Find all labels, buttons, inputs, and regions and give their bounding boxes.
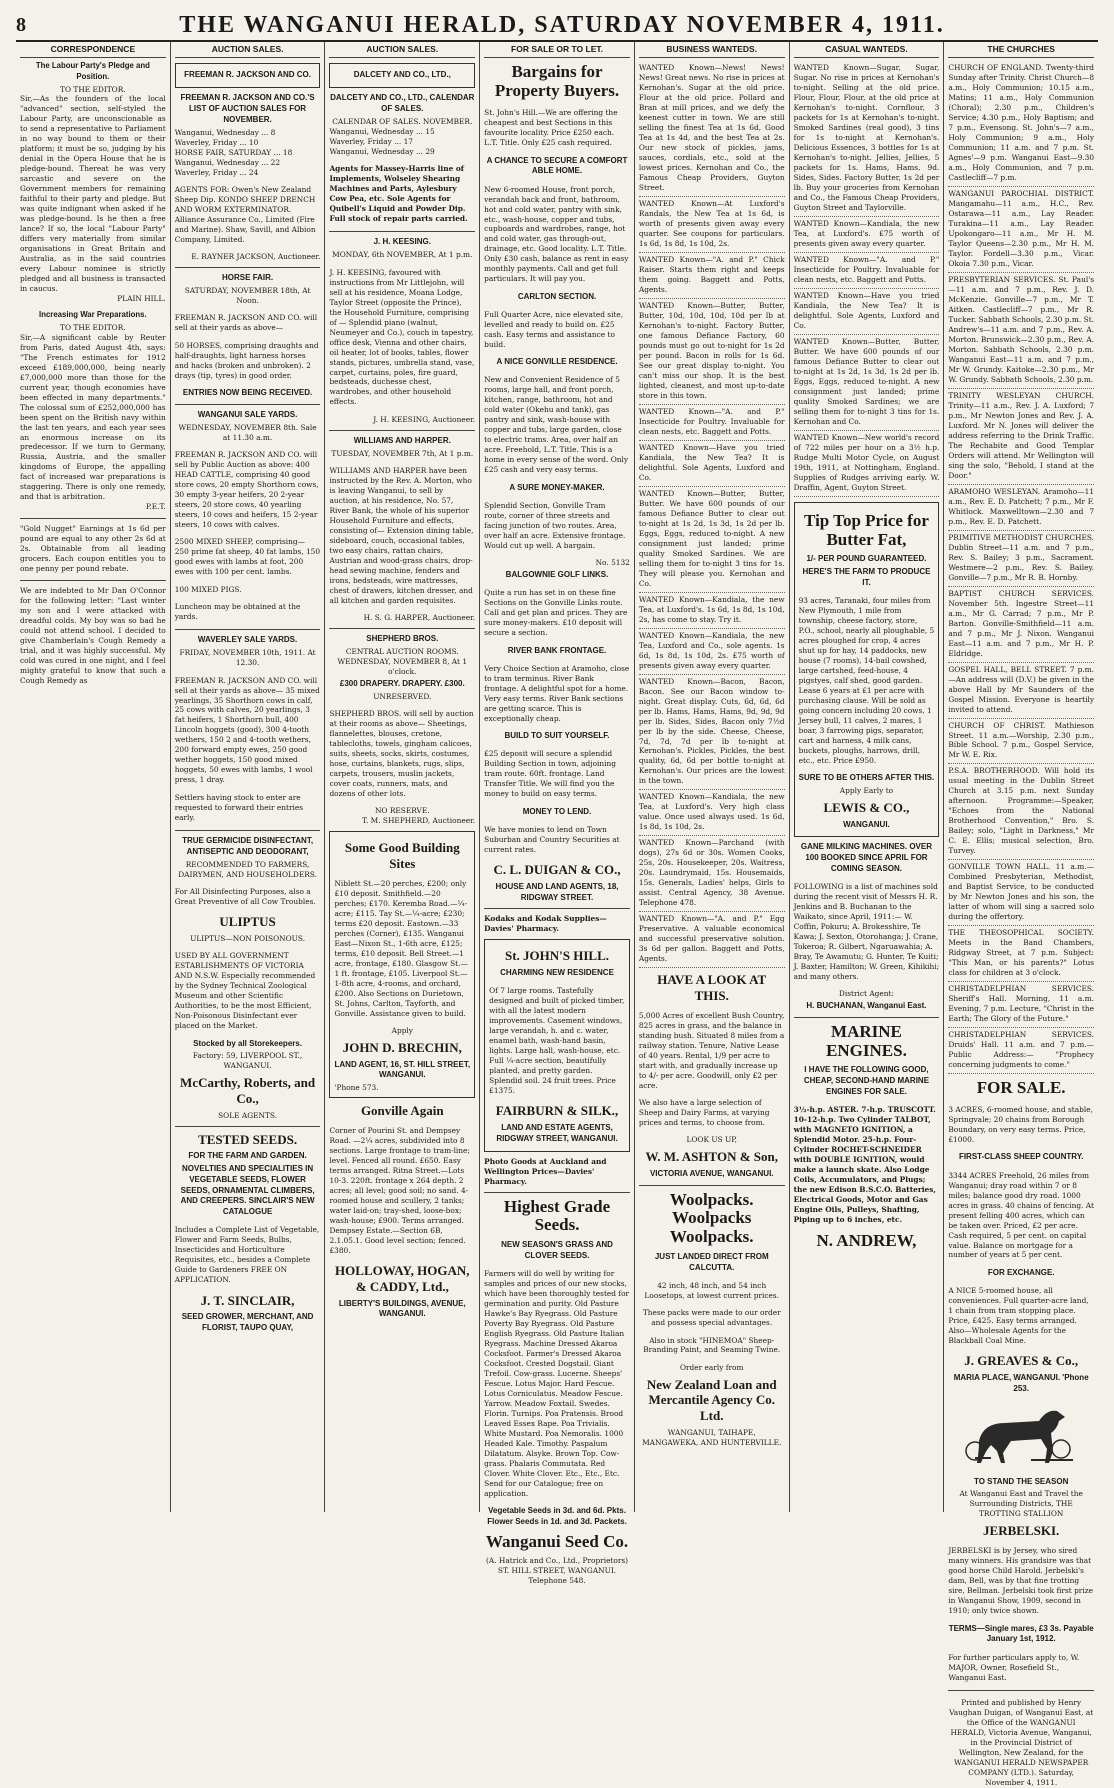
body: Includes a Complete List of Vegetable, Flower and Farm Seeds, Bulbs, Insecticides and Horticulture Requisites, etc., besides a Complete Guide to Gardeners FREE ON APPLICATION. [174, 1225, 320, 1285]
mccarthy-name: McCarthy, Roberts, and Co., [180, 1075, 316, 1106]
column-heading: BUSINESS WANTEDS. [639, 44, 785, 58]
stand-sub: At Wanganui East and Travel the Surrounding Districts, THE TROTTING STALLION [959, 1489, 1083, 1519]
body: 5,000 Acres of excellent Bush Country, 825 acres in grass, and the balance in standing bush. Situated 8 miles from a railway station. Tenure, Native Lease of 40 years. Rental, 1/9 per acre to start with, and gradually increase up to 4/- per acre. Goodwill, only £2 per acre. [638, 1010, 785, 1090]
duigan-name: C. L. DUIGAN & CO., [493, 862, 621, 878]
rooms-line: CENTRAL AUCTION ROOMS. [345, 646, 459, 656]
unreserved-line: UNRESERVED. [373, 691, 432, 701]
gonville-title: Gonville Again [360, 1103, 444, 1119]
body: JERBELSKI is by Jersey, who sired many winners. His grandsire was that good horse Child Harold. Jerbelski's dam, Bell, was by that fine trotting sire, Bellman. Jerbelski took first prize in Wanganui Show, 1909, second in 1910; only twice shown. [948, 1546, 1093, 1616]
masthead [16, 10, 1098, 42]
lookup-line: LOOK US UP, [686, 1135, 738, 1145]
body: New and Convenient Residence of 5 rooms, large hall, and front porch, kitchen, range, bathroom, hot and cold water (Okehu and tank), gas pantry and sink, wash-house with copper and tubs, large garden, close to electric trams. Area, over half an acre. Freehold, L.T. Title. This is a home in every sense of the word. Only £25 cash and very easy terms. [484, 375, 629, 475]
terms-line: TERMS—Single mares, £3 3s. Payable January 1st, 1912. [948, 1623, 1094, 1644]
wanted-ad: WANTED Known—Parchand (with dogs), 27s 6d or 30s. Women Cooks, 25s, 20s. Housekeeper, 20s. Waitress, 20s. Laundrymaid, 15s. Housemaids, 15s. Generals, Ladies' helps, Girls to assist. Central Agency, 38 Avenue. Telephone 478. [639, 836, 785, 912]
body: £25 deposit will secure a splendid Building Section in town, adjoining tram route. 60ft. frontage. Land Transfer Title. We will find you the money to build on easy terms. [484, 749, 617, 799]
agents-text: AGENTS FOR: Owen's New Zealand Sheep Dip. KONDO SHEEP DRENCH AND WORM EXTERMINATOR. Alliance Assurance Co., Limited (Fire and Marine). Shaw, Savill, and Albion Company, Limited. [174, 184, 316, 244]
body: WILLIAMS AND HARPER have been instructed by the Rev. A. Morton, who is leaving Wanganui, to sell by auction, at his residence, No. 57, River Bank, the whole of his superior Household Furniture and effects, consisting of— Extension dining table, sideboard, couch, occasional tables, two easy chairs, rattan chairs, Austrian and wood-grass chairs, drop-head sewing machine, fenders and irons, bedsteads, wire mattresses, chest of drawers, kitchen dresser, and all kitchen and garden requisites. [329, 465, 474, 605]
article-title: The Labour Party's Pledge and Position. [35, 61, 150, 81]
divider [175, 267, 321, 268]
church-notice: CHRISTADELPHIAN SERVICES. Sheriff's Hall. Morning, 11 a.m. Evening, 7 p.m. Lecture, "Christ in the Earth; The Glory of the Future." [948, 982, 1094, 1028]
sales-list [175, 128, 321, 178]
body: Farmers will do well by writing for samples and prices of our new stocks, which have been thoroughly tested for germination and purity. Old Pasture Hawke's Bay Ryegrass. Old Pasture Poverty Bay Ryegrass. Old Pasture English Ryegrass. Old Pasture Italian Ryegrass. Machine Dressed Akaroa Cocksfoot. Farmer's Dressed Akaroa Cocksfoot. Crested Dogstail. Giant Trefoil. Cow-grass. Lucerne. Sheeps' Fescue. Lotus Major. Hard Fescue. Lotus Corniculatus. Meadow Fescue. Yarrow. Meadow Foxtail. Swedes. Florin. Turnips. Poa Pratensis. Brood Leaved Essex Rape. Poa Trivialis. White Mustard. Poa Nemoralis. 1000 Headed Kale. Timothy. Paspalum Dilatatum. Alsyke. Brown Top. Cow-grass. Phalaris Commutata. Red Clover. White Clover. Etc., Etc., Etc. Send for our Catalogue; free on application. [484, 1268, 630, 1498]
body: 93 acres, Taranaki, four miles from New Plymouth, 1 mile from township, cheese factory, store, P.O., school, nearly all ploughable, 5 acres ploughed for crop, 4 acres shut up for hay, 14 paddocks, new house (7 rooms), 14-bail cowshed, large cartshed, feed-house, 4 pigstyes, calf shed, good garden. Lease 6 years at £1 per acre with purchasing clause. Will be sold as going concern including 20 cows, 1 Jersey bull, 11 calves, 2 mares, 1 boar, 3 farrowing pigs, separator, cart and harness, 4 milk cans, buckets, ploughs, harrows, drill, etc., etc. Price £950. [798, 596, 935, 765]
divider [20, 580, 166, 581]
column-heading: CORRESPONDENCE [20, 44, 166, 58]
section-title: SHEPHERD BROS. [366, 634, 439, 644]
tiptop-ad [794, 502, 940, 837]
forsale-title: FOR SALE. [976, 1078, 1066, 1098]
section-title: BUILD TO SUIT YOURSELF. [504, 731, 610, 741]
divider [639, 1185, 785, 1186]
column-business-wanteds [635, 42, 790, 1512]
brechin-sub: LAND AGENT, 16, ST. HILL STREET, WANGANUI. [334, 1059, 471, 1080]
wanted-ad: WANTED Known—"A. and P." Egg Preservative. A valuable economical and successful preservative solution. 3s 6d per gallon. Baggett and Potts, Agents. [639, 912, 785, 968]
letter-labour-party [20, 61, 166, 304]
divider [329, 628, 475, 629]
page-columns [16, 42, 1098, 1788]
body: 50 HORSES, comprising draughts and half-draughts, light harness horses and hacks (broken and unbroken). 2 drays (tip, tyres) in good order. [174, 340, 319, 380]
body: Settlers having stock to enter are requested to forward their entries early. [174, 792, 304, 822]
phone-line: 'Phone 573. [334, 1083, 379, 1093]
date-line: SATURDAY, NOVEMBER 18th, At Noon. [184, 286, 311, 306]
to-editor: TO THE EDITOR. [60, 84, 126, 94]
divider [484, 908, 630, 909]
calendar-sub: CALENDAR OF SALES. NOVEMBER. [332, 116, 473, 126]
nzloan-sub: WANGANUI, TAIHAPE, MANGAWEKA, AND HUNTERVILLE. [642, 1427, 782, 1447]
divider [175, 1126, 321, 1127]
column-heading: CASUAL WANTEDS. [794, 44, 940, 58]
st-johns-ad [484, 939, 630, 1151]
signature: E. RAYNER JACKSON, Auctioneer. [191, 252, 321, 262]
column-heading: AUCTION SALES. [175, 44, 321, 58]
horse-illustration [961, 1401, 1081, 1471]
ad-sub: FOR THE FARM AND GARDEN. [188, 1151, 307, 1161]
seedco-name: Wanganui Seed Co. [485, 1531, 629, 1551]
church-notice: CHRISTADELPHIAN SERVICES. Druids' Hall. 11 a.m. and 7 p.m.—Public Address:— "Prophecy concerning judgments to come." [948, 1028, 1094, 1074]
divider [175, 830, 321, 831]
body: Very Choice Section at Aramoho, close to tram terminus. River Bank frontage. A delightful spot for a home. Very easy terms. River Bank sections are getting scarce. This is exceptionally cheap. [484, 663, 630, 723]
seeds-sub: NEW SEASON'S GRASS AND CLOVER SEEDS. [501, 1239, 613, 1260]
wanted-ad: WANTED Known—Butter, Butter, Butter. We have 600 pounds of our famous Defiance Butter to clear out to-night at 1s 2d, 1s 3d, 1s 2d per lb. Eggs, Eggs, reduced to-night. A new consignment just landed; prime quality Smoked Sardines. We are selling them for to-night 3 tins for 1s. They will please you. Kernohan and Co. [639, 487, 785, 593]
body: SHEPHERD BROS. will sell by auction at their rooms as above— Sheetings, flannelettes, blouses, cretone, tablecloths, towels, gingham calicoes, suits, sheets, socks, skirts, costumes, hose, curtains, blankets, rugs, slips, carpets, trousers, muslin jackets, cover coats, runners, mats, and dozens of other lots. [329, 709, 474, 798]
column-heading: THE CHURCHES [948, 44, 1094, 58]
lewis-name: LEWIS & CO., [823, 799, 910, 815]
gold-nugget-notice [20, 524, 166, 574]
notice: ENTRIES NOW BEING RECEIVED. [182, 388, 313, 398]
body: Full Quarter Acre, nice elevated site, levelled and ready to build on. £25 cash. Easy terms and assistance to build. [484, 309, 624, 349]
ad-sub: SURE TO BE OTHERS AFTER THIS. [798, 773, 935, 783]
signature: T. M. SHEPHERD, Auctioneer. [362, 816, 476, 826]
veg-line: Vegetable Seeds in 3d. and 6d. Pkts. Flower Seeds in 1d. and 3d. Packets. [487, 1505, 627, 1526]
stand-title: TO STAND THE SEASON [973, 1476, 1069, 1486]
uliptus-title: ULIPTUS [219, 914, 276, 930]
wanted-ad: WANTED Known—Kandiala, the new Tea, at Luxford's. Very high class value. Once used always used. 1s 6d, 1s 8d, 1s 10d, 2s. [639, 790, 785, 836]
buchanan-line: H. BUCHANAN, Wanganui East. [806, 1001, 927, 1011]
church-notice: CHURCH OF CHRIST. Mathieson Street. 11 a.m.—Worship, 2.30 p.m., Bible School. 7 p.m., Gospel Service, Mr W. E. Rix. [948, 719, 1094, 765]
signature: PLAIN HILL. [117, 294, 166, 304]
church-notice: GOSPEL HALL, BELL STREET. 7 p.m.—An address will (D.V.) be given in the above Hall by Mr Saunders of the Gospel Mission. Everyone is heartily invited to attend. [948, 663, 1094, 719]
date-line: FRIDAY, NOVEMBER 10th, 1911. At 12.30. [179, 648, 316, 668]
box-title: FREEMAN R. JACKSON AND CO. [184, 70, 311, 80]
church-notice: P.S.A. BROTHERHOOD. Will hold its usual meeting in the Dublin Street Church at 3.15 p.m. next Sunday afternoon. Programme:—Speaker, "Echoes from the National Brotherhood Convention," Bro. S. Bailey; solo, "Light in Darkness," Mr C. E. Ellis; musical selection, Bro. Turvey. [948, 764, 1094, 860]
greaves-sub: MARIA PLACE, WANGANUI. 'Phone 253. [953, 1372, 1089, 1393]
lewis-sub: WANGANUI. [843, 819, 890, 829]
church-notice: ARAMOHO WESLEYAN. Aramoho—11 a.m., Rev. E. D. Patchett; 7 p.m., Mr F. Whitlock. Maxwelltown—2.30 and 7 p.m., Rev. E. D. Patchett. [948, 485, 1094, 531]
body: New 6-roomed House, front porch, verandah back and front, bathroom, hot and cold water, pantry with sink, etc., wash-house, copper and tubs, cupboards and wardrobes, range, hot and cold water, gas through-out, drainage, etc. Good locality. L.T. Title. Only £30 cash, balance as rent in easy monthly payments. Call and get full particulars. It will pay you. [484, 184, 629, 284]
body: 3 ACRES, 6-roomed house, and stable, Springvale; 20 chains from Borough Boundary, on very easy terms. Price, £1000. [948, 1105, 1093, 1145]
column-casual-wanteds [790, 42, 945, 1512]
divider [329, 231, 475, 232]
date-line: WEDNESDAY, NOVEMBER 8, At 1 o'clock. [337, 656, 468, 676]
sinclair-sub: SEED GROWER, MERCHANT, AND FLORIST, TAUPO QUAY, [181, 1312, 314, 1333]
section-title: A NICE GONVILLE RESIDENCE. [496, 357, 618, 367]
ad-sub: NOVELTIES AND SPECIALITIES IN VEGETABLE SEEDS, FLOWER SEEDS, ORNAMENTAL CLIMBERS, AND CREEPERS. SINCLAIR'S NEW CATALOGUE [180, 1163, 315, 1217]
ad-sub: 1/- PER POUND GUARANTEED. [806, 554, 927, 564]
divider [175, 404, 321, 405]
column-correspondence [16, 42, 171, 1512]
section-title: WANGANUI SALE YARDS. [197, 409, 298, 419]
marine-title: MARINE ENGINES. [826, 1022, 907, 1060]
ashton-name: W. M. ASHTON & Son, [645, 1149, 779, 1165]
ad-sub: CHARMING NEW RESIDENCE [500, 967, 614, 977]
to-editor: TO THE EDITOR. [60, 322, 126, 332]
ref-number: No. 5132 [595, 558, 630, 568]
list-item: Waverley, Friday ... 24 [174, 167, 259, 177]
section-title: FOR EXCHANGE. [987, 1267, 1055, 1277]
apply-line: Apply Early to [839, 785, 894, 795]
district-line: District Agent: [838, 989, 894, 999]
section-title: RIVER BANK FRONTAGE. [507, 645, 607, 655]
section-title: WILLIAMS AND HARPER. [353, 435, 451, 445]
church-notice: THE THEOSOPHICAL SOCIETY. Meets in the Band Chambers, Ridgway Street, at 7 p.m. Subject: "This Man, or his parents?" Lotus class for children at 3 o'clock. [948, 926, 1094, 982]
body: FOLLOWING is a list of machines sold during the recent visit of Messrs H. R. Jenkins and B. Buchanan to the Waikato, since April, 1911:— W. Coffin, Pokuru; A. Brokesshire, Te Kawa; J. Sexton, Otorohanga; J. Crane, Tokeroa; R. Gilbert, Ngaruawahia; A. Bray, Te Awamutu; G. Hunter, Te Kuiti; J. Baxter, Hamilton; W. Green, Kihikihi; and many others. [793, 882, 940, 981]
holloway-name: HOLLOWAY, HOGAN, & CADDY, Ltd., [335, 1263, 470, 1294]
stallion-name: JERBELSKI. [983, 1523, 1060, 1539]
article-title: Increasing War Preparations. [39, 310, 147, 320]
column-auction-sales-1 [171, 42, 326, 1512]
andrew-name: N. ANDREW, [816, 1231, 917, 1251]
list-item: HORSE FAIR, SATURDAY ... 18 [174, 147, 293, 157]
date-line: TUESDAY, NOVEMBER 7th, At 1 p.m. [331, 448, 474, 458]
photo-line: Photo Goods at Auckland and Wellington Prices—Davies' Pharmacy. [484, 1156, 607, 1186]
sinclair-name: J. T. SINCLAIR, [200, 1292, 295, 1308]
list-title: FREEMAN R. JACKSON AND CO.'S LIST OF AUCTION SALES FOR NOVEMBER. [180, 93, 315, 124]
body: Corner of Pourini St. and Dempsey Road. —2¼ acres, subdivided into 8 sections. Large frontage to tram-line; level. Fenced all round. £650. Easy terms arranged. Ritna Street.—Lots 10-3. 220ft. frontage x 264 depth. 2 acres; all level; good soil; no sand. 4-roomed house and scullery, 2 tanks; water laid-on; tray-shed, loose-box; wash-house; £900. Terms arranged. Dempsey Estate.—Section 6B, 2.1.05.1. Good level section; fenced. £380. [329, 1126, 470, 1255]
signature: P.E.T. [145, 502, 166, 512]
date-line: MONDAY, 6th NOVEMBER, At 1 p.m. [332, 250, 473, 260]
letter-war-preparations [20, 310, 166, 512]
wanted-ad: WANTED Known—At Luxford's Randals, the New Tea at 1s 6d, is worth of presents given away every quarter. See coupons for particulars. 1s 6d, 1s 8d, 1s 10d, 2s. [639, 197, 785, 253]
wanted-ad: WANTED Known—"A. and P." Insecticide for Poultry. Invaluable for clean nests, etc. Baggett and Potts. [794, 253, 940, 289]
ad-sub: HERE'S THE FARM TO PRODUCE IT. [802, 567, 931, 587]
wanted-ad: WANTED Known—Bacon, Bacon, Bacon. See our Bacon window to-night. Great display. Cuts, 6d, 6d, 6d per lb. Hams, Hams, Hams, 9d, 9d, 9d per lb. Sides, Sides, Bacon only 7½d per lb by the side. Cheese, Cheese, 7d, 7d, 7d per lb to-night at Kernohan's. Pickles, Pickles, the best quality, 6d, 6d per bottle to-night at Kernohan's. Our prices are the lowest in the town. [639, 675, 785, 791]
tested-seeds-title: TESTED SEEDS. [198, 1131, 298, 1147]
list-item: Wanganui, Wednesday ... 22 [174, 157, 281, 167]
drapery-line: £300 DRAPERY. DRAPERY. £300. [339, 678, 465, 688]
body: USED BY ALL GOVERNMENT ESTABLISHMENTS OF VICTORIA AND N.S.W. Especially recommended by the Sydney Technical Zoological Museum and other Scientific Authorities, to be the most Efficient, Non-Poisonous Disinfectant ever placed on the Market. [174, 951, 316, 1031]
stocked-line: Stocked by all Storekeepers. [193, 1038, 303, 1048]
ad-sub: RECOMMENDED TO FARMERS, DAIRYMEN, AND HOUSEHOLDERS. [178, 859, 317, 879]
wanted-ad: WANTED Known—New world's record of 722 miles per hour on a 3½ h.p. Rudge Multi Motor Cycle, on August 19th, 1911, at Nottingham, England. Supplies of Rudges arriving early. W. Draffin, Agent, Guyton Street. [794, 431, 940, 497]
column-heading: AUCTION SALES. [329, 44, 475, 58]
body: FREEMAN R. JACKSON AND CO. will sell at their yards as above— 35 mixed yearlings, 35 Shorthorn cows in calf, 25 cows with calves, 20 yearlings, 3 fat heifers, 1 Shorthorn bull, 400 Lincoln hoggets (good), 300 4-tooth wethers, 150 2 and 4-tooth wethers, 200 forward empty ewes, 250 good wether hoggets, 150 good mixed hoggets, 50 ewes with lambs, 1 wool press, 1 dray. [174, 675, 320, 785]
look-title: HAVE A LOOK AT THIS. [657, 972, 767, 1003]
wanted-ad: WANTED Known—News! News! News! Great news. No rise in prices at Kernohan's. Sugar at the old price. Flour at the old price. Pollard and Bran at mill prices, and we defy the keenest cutter in town. We are still selling the finest Tea at 1s 6d, Good Tea at 1s 4d, and the best Tea at 2s. Our new stock of pickles, jams, sauces, cordials, etc., sold at the lowest prices. Kernohan and Co., the Famous Cheap Providers, Guyton Street. [639, 61, 785, 197]
divider [20, 518, 166, 519]
article-body: "Gold Nugget" Earnings at 1s 6d per pound are equal to any other 2s 6d at 2s. Obtainable from all leading grocers. Each coupon entitles you to one penny per pound rebate. [20, 524, 166, 574]
list-item: Waverley, Friday ... 17 [329, 136, 413, 146]
church-notice: CHURCH OF ENGLAND. Twenty-third Sunday after Trinity. Christ Church—8 a.m., Holy Communion; 10.15 a.m., Matins; 11 a.m., Holy Communion (Choral); 2.30 p.m., Children's Service; 4.30 p.m., Holy Baptism; and 7 p.m., Evensong. St. John's—7 a.m., Holy Communion; 9 a.m., Holy Communion; 11 a.m. and 7 p.m. St. Agnes'—9 p.m. Wanganui East—9.30 a.m., Holy Communion, and 7 p.m. Castlecliff—7 p.m. [948, 61, 1094, 187]
body: Niblett St.—20 perches, £200; only £10 deposit. Smithfield.—20 perches; £170. Keremba Road.—¼-acre; £115. Tay St.—¼-acre; £230; terms £20 deposit. Eastown.—33 perches (Corner), £135. Wanganui East—Nixon St., 1-6th acre, £125; terms, £10 deposit. Bell Street.—1 acre, frontage, £180. Glasgow St.—1 ft. frontage, £105. Liverpool St.—1-8th acre, 4-rooms, and orchard, £200. Also Sections on Durietown, St. Johns, Carlton, Tayforth, and Gonville. Assistance given to build. [334, 878, 468, 1018]
list-item: Wanganui, Wednesday ... 15 [329, 126, 435, 136]
nzloan-name: New Zealand Loan and Mercantile Agency Co. Ltd. [646, 1376, 777, 1424]
section-title: A CHANCE TO SECURE A COMFORT ABLE HOME. [486, 155, 628, 176]
church-notice: TRINITY WESLEYAN CHURCH. Trinity—11 a.m., Rev. J. A. Luxford; 7 p.m., Mr Newton Jones and Rev. J. A. Luxford. Mr N. Jones will deliver the address referring to the Drink Traffic. The Rechabite and Good Templar Orders will attend. Mr Wellington will sing the solo, "Behold, I stand at the Door." [948, 389, 1094, 485]
body: For All Disinfecting Purposes, also a Great Preventive of all Cow Troubles. [174, 887, 316, 907]
calendar-title: DALCETY AND CO., LTD., CALENDAR OF SALES. [330, 93, 475, 114]
section-title: CARLTON SECTION. [517, 291, 597, 301]
church-notice: GONVILLE TOWN HALL. 11 a.m.—Combined Presbyterian, Methodist, and Baptist Service, to be conducted by Mr Newton Jones and his son, the latter of whom will sing a sacred solo during the offertory. [948, 860, 1094, 926]
divider [948, 1690, 1094, 1691]
page-number: 8 [16, 13, 26, 36]
body: J. H. KEESING, favoured with instructions from Mr Littlejohn, will sell at his residence, Moana Lodge, Taylor Street (opposite the Prince), the Household Furniture, comprising of — Splendid piano (walnut, Neumeyer and Co.), couch in tapestry, office desk, Vienna and other chairs, oil heater, lot of books, tables, flower stands, pictures, umbrella stand, vase, carpet, curtains, poles, fire guard, bedsteads, duchesse chest, wardrobes, and other household effects. [329, 267, 475, 407]
list-item: Wanganui, Wednesday ... 29 [329, 146, 435, 156]
greaves-name: J. GREAVES & Co., [964, 1353, 1079, 1369]
body: 3344 ACRES Freehold, 26 miles from Wanganui; dray road within 7 or 8 miles; balance good dry road. 1000 acres in grass. 40 chains of fencing. At present felling 400 acres, which can be taken over. Priced, £2 per acre. Cash required, 5 per cent. on capital value. Balance on mortgage for a number of years at 5 per cent. [948, 1170, 1094, 1260]
body: Splendid Section, Gonville Tram route, corner of three streets and facing junction of two routes. Area, over half an acre. Extensive frontage. Would cut up well. A bargain. [484, 500, 626, 550]
body: St. John's Hill.—We are offering the cheapest and best Sections in this favourite locality. Price £250 each. L.T. Title. Only £25 cash required. [484, 108, 618, 148]
body: For further particulars apply to, W. MAJOR, Owner, Rosefield St., Wanganui East. [948, 1652, 1080, 1682]
wanted-ad: WANTED Known—Butter, Butter, Butter. We have 600 pounds of our famous Defiance Butter to clear out to-night at 1s 2d, 1s 3d, 1s 2d per lb. Eggs, Eggs, reduced to-night. A new consignment just landed; prime quality Smoked Sardines; we are selling them for to-night 3 tins for 1s. Kernohan and Co. [794, 335, 940, 431]
list-item: Waverley, Friday ... 10 [174, 137, 259, 147]
church-notice: WANGANUI PAROCHIAL DISTRICT. Mangamahu—11 a.m., H.C., Rev. Ostarawa—11 a.m., Lay Reader. Turakina—11 a.m., Lay Reader. Upokongaro—11 a.m., Mr H. M. Taylor Queens—2.30 p.m., Mr H. M. Taylor. Fordell—3.30 p.m., Vicar. Okoia 7.30 p.m., Vicar. [948, 187, 1094, 273]
wanted-ad: WANTED Known—Kandiala, the new Tea, Luxford and Co., sole agents. 1s 6d, 1s 8d, 1s 10d, 2s. £75 worth of presents given away every quarter. [639, 629, 785, 675]
section-title: MONEY TO LEND. [522, 806, 592, 816]
body: 100 MIXED PIGS. [174, 584, 242, 594]
seeds-title: Highest Grade Seeds. [503, 1196, 611, 1235]
section-title: J. H. KEESING. [373, 237, 431, 247]
section-title: WAVERLEY SALE YARDS. [197, 635, 298, 645]
signature: J. H. KEESING, Auctioneer. [373, 414, 476, 424]
cough-remedy-letter [20, 586, 166, 686]
signature: H. S. G. HARPER, Auctioneer. [363, 613, 476, 623]
body: 3½-h.p. ASTER. 7-h.p. TRUSCOTT. 10-12-h.p. Two Cylinder TALBOT, with MAGNETO IGNITION, a Splendid Motor. 25-h.p. Four-Cylinder ROCHET-SCHNEIDER with DOUBLE IGNITION, would make a launch skate. Also Lodge Coils, Accumulators, and Plugs; the new Edison B.S.C.O. Batteries, Electrical Goods, Motor and Gas Engine Oils, Pulleys, Shafting, Piping up to 6 inches, etc. [793, 1105, 936, 1225]
landed-line: JUST LANDED DIRECT FROM CALCUTTA. [654, 1251, 769, 1272]
wanted-ad: WANTED Known—Have you tried Kandiala, the New Tea? It is delightful. Sole Agents, Luxford and Co. [794, 289, 940, 335]
body: FREEMAN R. JACKSON AND CO. will sell by Public Auction as above: 400 HEAD CATTLE, comprising 40 good store cows, 20 empty Shorthorn cows, 30 empty 3-year heifers, 20 2-year steers, 20 store cows, 40 yearling steers, 10 cows and heifers, 15 2-year steers, 10 cows with calves. [174, 450, 319, 529]
divider [329, 430, 475, 431]
church-notice: PRIMITIVE METHODIST CHURCHES. Dublin Street—11 a.m. and 7 p.m., Rev. S. Bailey; 3 p.m., Sacrament. Westmere—2 p.m., Rev. S. Bailey. Gonville—7 p.m., Mr R. B. Hornby. [948, 531, 1094, 587]
duigan-sub: HOUSE AND LAND AGENTS, 18, RIDGWAY STREET. [495, 881, 619, 902]
noreserve-line: NO RESERVE. [374, 806, 430, 816]
body: FREEMAN R. JACKSON AND CO. will sell at their yards as above— [174, 313, 318, 333]
ad-sub: ULIPTUS—NON POISONOUS. [190, 934, 306, 943]
divider [794, 1017, 940, 1018]
church-notice: BAPTIST CHURCH SERVICES. November 5th. Ingestre Street—11 a.m., Mr G. Carrad; 7 p.m., Mr P. Barton. Gonville-Smithfield—11 a.m. and 7 p.m., Mr J. Nixon. Wanganui East—11 a.m. and 7 p.m., Mr H. P. Eldridge. [948, 587, 1094, 663]
kodaks-line: Kodaks and Kodak Supplies—Davies' Pharmacy. [484, 914, 607, 934]
agents-text: Agents for Massey-Harris line of Implements, Wolseley Shearing Machines and Parts, Aylesbury Cow Pea, etc. Sole Agents for Quibell's Liquid and Powder Dip. Full stock of repair parts carried. [329, 164, 468, 224]
ad-title: Some Good Building Sites [344, 840, 460, 871]
ad-heading: TRUE GERMICIDE DISINFECTANT, ANTISEPTIC AND DEODORANT, [182, 836, 314, 856]
body: We have monies to lend on Town Suburban and Country Securities at current rates. [484, 824, 620, 854]
section-title: A SURE MONEY-MAKER. [509, 482, 605, 492]
seedco-sub: (A. Hatrick and Co., Ltd., Proprietors) ST. HILL STREET, WANGANUI. Telephone 548. [485, 1556, 629, 1586]
fairburn-name: FAIRBURN & SILK., [495, 1103, 619, 1119]
marine-sub: I HAVE THE FOLLOWING GOOD, CHEAP, SECOND-HAND MARINE ENGINES FOR SALE. [803, 1065, 930, 1097]
body: Of 7 large rooms. Tastefully designed and built of picked timber, with all the latest modern improvements. Casement windows, large verandah, h. and c. water, enamel bath, wash-hand basin, lights. Large hall, wash-house, etc. Full ¼-acre section, beautifully planted, and pretty garden. Splendid soil. 24 fruit trees. Price £1375. [489, 986, 625, 1095]
list-item: Wanganui, Wednesday ... 8 [174, 127, 276, 137]
article-body: Sir,—As the founders of the local "advanced" section, self-styled the Labour Party, are unconscionable as to send a representative to Parliament in no way bound to them or their platform; it must be so, judging by his denial in the Opera House that he is pledge-bound. Thereat he was very sarcastic and severe on the Government members for remaining faithful to their party and pledge. But was quite indignant when asked if he was pledge-bound. Is he then a free lance? If so, the local "Labour Party" differs very materially from similar organisations in Great Britain and Australia, as in the said countries every Labour nominee is strictly pledged and all business is transacted in caucus. [20, 94, 166, 294]
agents-line: SOLE AGENTS. [218, 1110, 278, 1120]
date-line: WEDNESDAY, NOVEMBER 8th. Sale at 11.30 a.m. [178, 422, 317, 442]
wanted-ad: WANTED Known—Have you tried Kandiala, the New Tea? It is delightful. Sole Agents, Luxford and Co. [639, 441, 785, 487]
article-body: We are indebted to Mr Dan O'Connor for the following letter: "Last winter my son and I were attacked with dreadful colds. My boy was so bad he could not attend school. I decided to give Chamberlain's Cough Remedy a trial, and it was highly successful. My cold was cured in one night, and I feel mighty grateful to know that such a Cough Remedy as [20, 586, 166, 686]
wanted-ad: WANTED Known—Butter, Butter, Butter, 10d, 10d, 10d, 10d per lb at Kernohan's to-night. Factory Butter, one famous Defiance Factory, 60 pounds must go out to-night for 1s 2d per pound. Bacon in rolls for 1s 6d. See our great display to-night. You can't miss our shop. It is the best lighted, cleanest, and most up-to-date store in this town. [639, 299, 785, 405]
divider [484, 1192, 630, 1193]
column-for-sale [480, 42, 635, 1586]
jackson-box [175, 63, 321, 88]
body: Quite a run has set in on these fine Sections on the Gonville Links route. Call and get plan and prices. They are sure money-makers. £10 deposit will secure a section. [484, 588, 628, 638]
body: A NICE 5-roomed house, all conveniences. Full quarter-acre land, 1 chain from tram stopping place. Price, £425. Easy terms arranged. Also—Wholesale Agents for the Blackball Coal Mine. [948, 1286, 1089, 1345]
brechin-name: JOHN D. BRECHIN, [342, 1040, 462, 1056]
order-line: Order early from [679, 1362, 744, 1372]
wanted-ad: WANTED Known—Kandiala, the new Tea, at Luxford's. 1s 6d, 1s 8d, 1s 10d, 2s, has come to stay. Try it. [639, 593, 785, 629]
column-auction-sales-2 [325, 42, 480, 1512]
imprint: Printed and published by Henry Vaughan Duigan, of Wanganui East, at the Office of the WANGANUI HERALD, Victoria Avenue, Wanganui, in the Provincial District of Wellington, New Zealand, for the WANGANUI HERALD NEWSPAPER COMPANY (LTD.). Saturday, November 4, 1911. [949, 1698, 1094, 1788]
body: 42 inch, 48 inch, and 54 inch Loosetops, at lowest current prices. [644, 1280, 780, 1300]
body: We also have a large selection of Sheep and Dairy Farms, at varying prices and terms, to choose from. [638, 1098, 770, 1127]
column-churches [944, 42, 1098, 1788]
apply-line: Apply [391, 1026, 413, 1036]
section-title: HORSE FAIR. [222, 273, 274, 283]
holloway-sub: LIBERTY'S BUILDINGS, AVENUE, WANGANUI. [338, 1298, 466, 1319]
church-notice: PRESBYTERIAN SERVICES. St. Paul's—11 a.m. and 7 p.m., Rev. J. D. McKenzie. Gonville—7 p.m., Mr T. Aitken. Castlecliff—7 p.m., Mr R. Tucker. Sabbath Schools, 2.30 p.m. St. Andrew's—11 a.m. and 7 p.m., Rev. A. Morton. Brunswick—2.30 p.m., Rev. A. Morton. Sabbath Schools, 2.30 p.m. Wanganui East—11 a.m. and 7 p.m., Mr W. Grundy. Kaitoke—2.30 p.m., Mr W. Grundy. Sabbath Schools, 2.30 p.m. [948, 273, 1094, 389]
wanted-ad: WANTED Known—Sugar, Sugar, Sugar. No rise in prices at Kernohan's to-night. Selling at the old price. Flour, Flour, Flour, at the old price at Kernohan's to-night. Cornflour, 3 packets for 1s at Kernohan's to-night. Smoked Sardines (real good), 3 tins for 1s to-night at Kernohan's. Delicious Essences, 3 bottles for 1s at Kernohan's to-night. Jellies, Jellies, 5 packets for 1s. Hams, Hams, 9d. Sides, Sides. Factory Butter, 1s 2d per lb. Buy your groceries from Kernohan and Co., the Famous Cheap Providers, Guyton Street and Taylorville. [794, 61, 940, 217]
newspaper-title: THE WANGANUI HERALD, SATURDAY NOVEMBER 4, 1911. [179, 11, 945, 38]
ashton-sub: VICTORIA AVENUE, WANGANUI. [649, 1168, 774, 1178]
fairburn-sub: LAND AND ESTATE AGENTS, RIDGWAY STREET, WANGANUI. [496, 1122, 618, 1143]
wanted-ad: WANTED Known—"A. and P." Chick Raiser. Starts them right and keeps them going. Baggett and Potts, Agents. [639, 253, 785, 299]
building-sites-ad [329, 831, 475, 1098]
bargains-title: Bargains for Property Buyers. [494, 62, 620, 101]
ad-title: Tip Top Price for Butter Fat, [804, 510, 929, 549]
article-body: Sir,—A significant cable by Reuter from Paris, dated August 4th, says: "The French estimates for 1912 exceed £189,000,000, being nearly £7,000,000 more than those for the current year, though economies have been effected in many departments." The colossal sum of £252,000,000 has been spent on the British navy within the last ten years, and each year sees an enormous increase on its predecessor. If we turn to Germany, Russia, Austria, and the smaller kingdoms of Europe, the appalling fact of increased war preparations is staggering. There is only one remedy, and that is arbitration. [20, 332, 166, 502]
woolpacks-title: Woolpacks. Woolpacks Woolpacks. [669, 1189, 754, 1247]
section-title: BALGOWNIE GOLF LINKS. [505, 570, 609, 580]
ad-title: St. JOHN'S HILL. [505, 948, 610, 964]
body: Luncheon may be obtained at the yards. [174, 602, 301, 621]
wanted-ad: WANTED Known—"A. and P." Insecticide for Poultry. Invaluable for clean nests, etc. Baggett and Potts. [639, 405, 785, 441]
factory-line: Factory: 59, LIVERPOOL ST., WANGANUI. [192, 1051, 303, 1071]
section-title: FIRST-CLASS SHEEP COUNTRY. [958, 1152, 1084, 1162]
dalcety-box [329, 63, 475, 88]
body: These packs were made to our order and possess special advantages. [642, 1308, 781, 1328]
body: 2500 MIXED SHEEP, comprising— 250 prime fat sheep, 40 fat lambs, 150 good ewes with lambs at foot, 200 ewes with 100 per cent. lambs. [174, 537, 321, 577]
wanted-ad: WANTED Known—Kandiala, the new Tea, at Luxford's. £75 worth of presents given away every quarter. [794, 217, 940, 253]
box-title: DALCETY AND CO., LTD., [353, 70, 451, 80]
divider [175, 629, 321, 630]
calendar-list [329, 127, 475, 157]
column-heading: FOR SALE OR TO LET. [484, 44, 630, 58]
body: Also in stock "HINEMOA" Sheep-Branding Paint, and Seaming Twine. [643, 1335, 781, 1355]
milking-title: GANE MILKING MACHINES. OVER 100 BOOKED SINCE APRIL FOR COMING SEASON. [800, 842, 933, 873]
